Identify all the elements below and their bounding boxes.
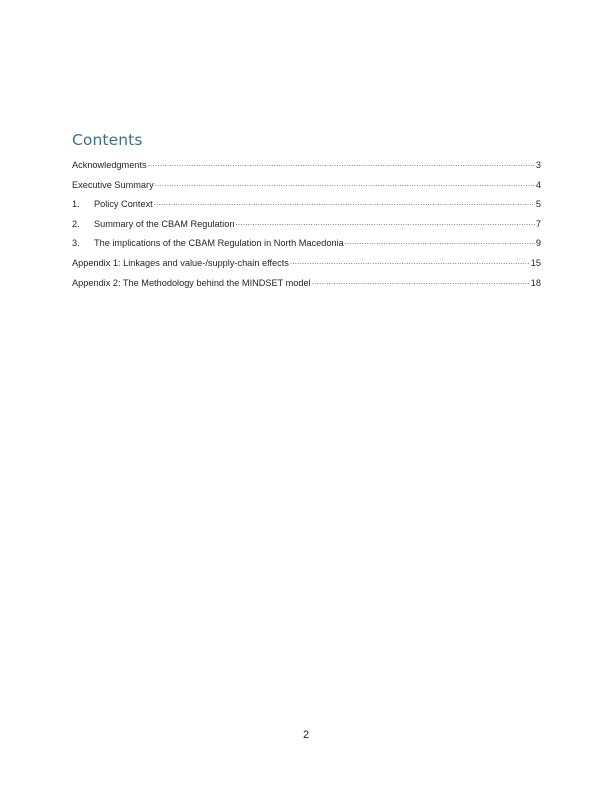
- toc-dot-leader: [148, 158, 535, 168]
- toc-entry-cbam-summary[interactable]: [72, 217, 541, 237]
- toc-entry-page: 4: [535, 179, 541, 190]
- toc-entry-cbam-implications[interactable]: [72, 236, 541, 256]
- toc-entry-number: 3.: [72, 238, 80, 249]
- toc-dot-leader: [290, 256, 530, 266]
- toc-dot-leader: [345, 236, 535, 246]
- toc-entry-label: Appendix 2: The Methodology behind the MINDSET model: [72, 277, 311, 288]
- toc-entry-acknowledgments[interactable]: [72, 158, 541, 178]
- toc-entry-label: Appendix 1: Linkages and value-/supply-chain effects: [72, 257, 289, 268]
- toc-entry-page: 9: [535, 238, 541, 249]
- page-number: 2: [302, 729, 310, 741]
- toc-entry-page: 5: [535, 199, 541, 210]
- toc-entry-appendix-1[interactable]: [72, 256, 541, 276]
- toc-entry-policy-context[interactable]: [72, 197, 541, 217]
- toc-entry-number: 1.: [72, 199, 80, 210]
- toc-entry-label: The implications of the CBAM Regulation in North Macedonia: [94, 238, 344, 249]
- toc-dot-leader: [155, 178, 535, 188]
- toc-dot-leader: [235, 217, 534, 227]
- toc-entry-label: Policy Context: [94, 199, 153, 210]
- toc-dot-leader: [312, 276, 530, 286]
- table-of-contents: [72, 158, 541, 295]
- toc-dot-leader: [154, 197, 535, 207]
- toc-entry-page: 15: [530, 257, 541, 268]
- toc-entry-label: Acknowledgments: [72, 160, 147, 170]
- toc-entry-number: 2.: [72, 218, 80, 229]
- toc-entry-executive-summary[interactable]: [72, 178, 541, 198]
- toc-entry-page: 3: [535, 160, 541, 170]
- contents-heading: Contents: [72, 131, 143, 149]
- toc-entry-appendix-2[interactable]: [72, 276, 541, 296]
- toc-entry-label: Summary of the CBAM Regulation: [94, 218, 235, 229]
- toc-entry-page: 18: [530, 277, 541, 288]
- toc-entry-page: 7: [535, 218, 541, 229]
- toc-entry-label: Executive Summary: [72, 179, 154, 190]
